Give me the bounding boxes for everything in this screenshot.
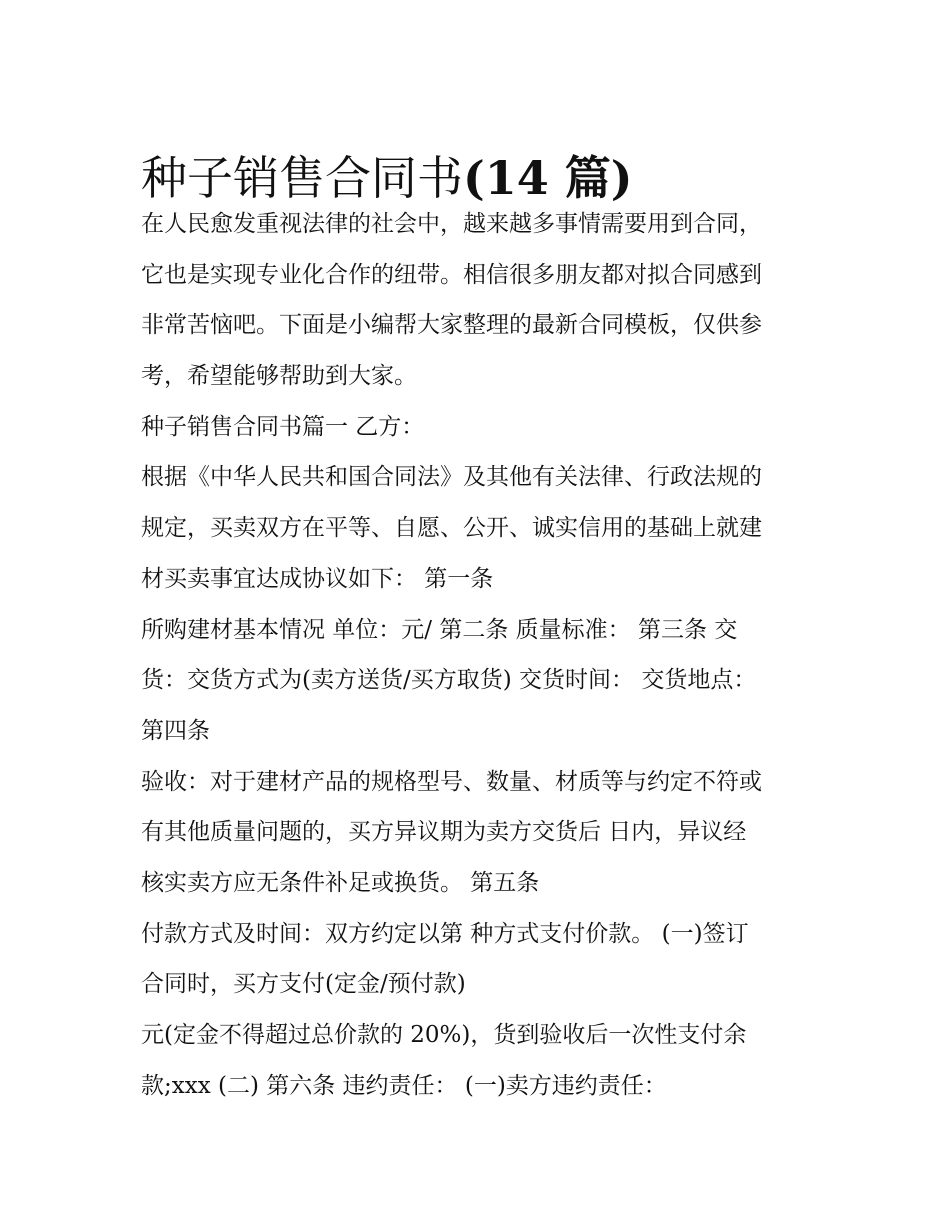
text-line: 它也是实现专业化合作的纽带。相信很多朋友都对拟合同感到: [141, 261, 762, 288]
text-line: 根据《中华人民共和国合同法》及其他有关法律、行政法规的: [141, 464, 762, 491]
text-line: 非常苦恼吧。下面是小编帮大家整理的最新合同模板，仅供参: [141, 312, 762, 339]
text-line: 材买卖事宜达成协议如下： 第一条: [141, 565, 494, 592]
text-line: 付款方式及时间：双方约定以第 种方式支付价款。 (一)签订: [141, 920, 749, 947]
text-line: 核实卖方应无条件补足或换货。 第五条: [141, 869, 540, 896]
text-line: 货：交货方式为(卖方送货/买方取货) 交货时间： 交货地点：: [141, 667, 757, 694]
text-line: 款;xxx (二) 第六条 违约责任： (一)卖方违约责任：: [141, 1072, 667, 1099]
text-line: 规定，买卖双方在平等、自愿、公开、诚实信用的基础上就建: [141, 515, 762, 542]
text-line: 考，希望能够帮助到大家。: [141, 363, 417, 390]
title-main: 种子销售合同书: [141, 150, 463, 205]
text-line: 合同时，买方支付(定金/预付款): [141, 971, 466, 998]
section-heading: 种子销售合同书篇一 乙方：: [141, 413, 425, 440]
title-suffix: (14 篇): [463, 150, 633, 205]
text-line: 有其他质量问题的，买方异议期为卖方交货后 日内，异议经: [141, 819, 747, 846]
text-line: 在人民愈发重视法律的社会中，越来越多事情需要用到合同，: [141, 211, 762, 237]
text-line: 元(定金不得超过总价款的 20%)，货到验收后一次性支付余: [141, 1022, 747, 1048]
document-body: [141, 199, 821, 1111]
text-line: 所购建材基本情况 单位：元/ 第二条 质量标准： 第三条 交: [141, 616, 738, 643]
text-line: 验收：对于建材产品的规格型号、数量、材质等与约定不符或: [141, 768, 762, 795]
text-line: 第四条: [141, 717, 210, 744]
